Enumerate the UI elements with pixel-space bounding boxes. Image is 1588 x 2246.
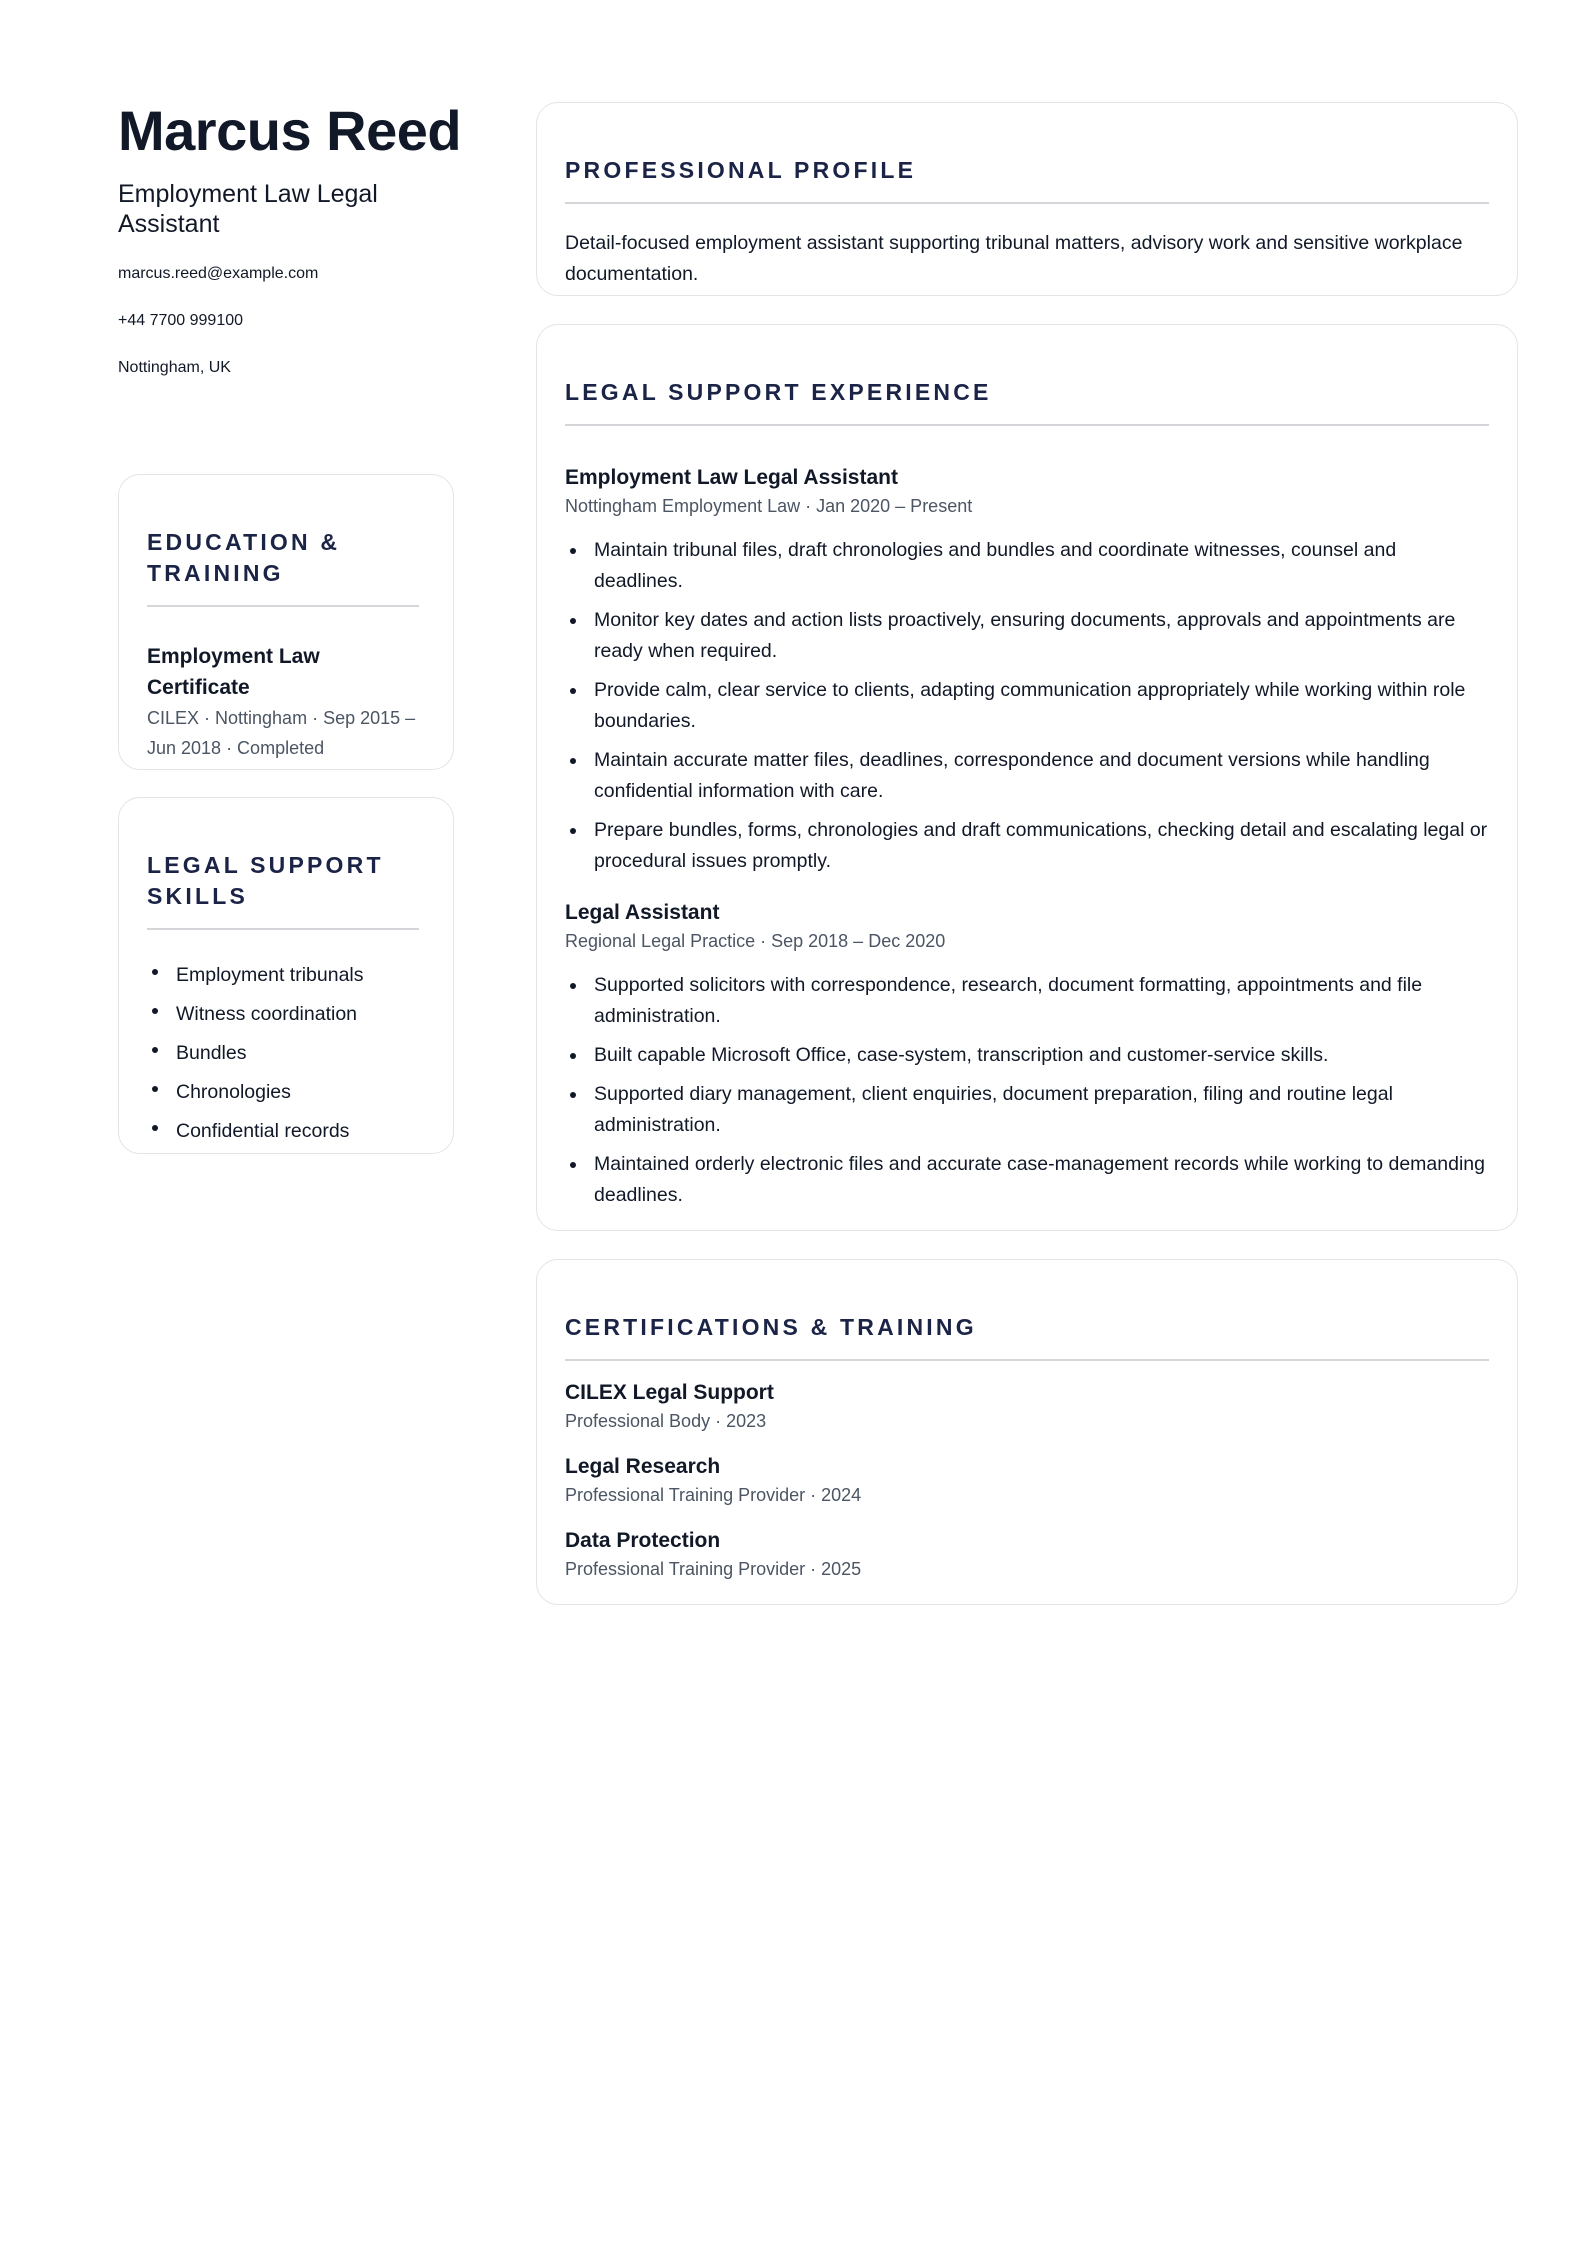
job-bullet: Supported diary management, client enquiries, document preparation, filing and routine legal administration. [565, 1079, 1489, 1141]
profile-heading: PROFESSIONAL PROFILE [565, 155, 1489, 204]
education-entry-title: Employment Law Certificate [147, 645, 320, 699]
skill-item: Confidential records [147, 1112, 425, 1151]
contact-details [118, 263, 454, 379]
certification-title: CILEX Legal Support [565, 1381, 774, 1404]
experience-heading: LEGAL SUPPORT EXPERIENCE [565, 377, 1489, 426]
skills-card [118, 797, 454, 1154]
certification-meta: Professional Training Provider · 2025 [565, 1559, 862, 1579]
job-meta: Regional Legal Practice · Sep 2018 – Dec 2020 [565, 931, 946, 951]
job-bullets [565, 535, 1489, 877]
certifications-heading: CERTIFICATIONS & TRAINING [565, 1312, 1489, 1361]
education-entry-meta: CILEX · Nottingham · Sep 2015 – Jun 2018 · Completed [147, 708, 416, 758]
education-heading: EDUCATION & TRAINING [147, 527, 419, 607]
skill-item: Chronologies [147, 1073, 425, 1112]
certification-entry [565, 1451, 1489, 1508]
profile-text: Detail-focused employment assistant supporting tribunal matters, advisory work and sensitive workplace documentation. [565, 232, 1463, 285]
skills-heading: LEGAL SUPPORT SKILLS [147, 850, 419, 930]
certification-meta: Professional Training Provider · 2024 [565, 1485, 862, 1505]
certification-meta: Professional Body · 2023 [565, 1411, 767, 1431]
job-bullet: Maintain tribunal files, draft chronologies and bundles and coordinate witnesses, counsel and deadlines. [565, 535, 1489, 597]
candidate-name: Marcus Reed [118, 99, 462, 162]
job-title: Legal Assistant [565, 901, 720, 924]
certification-entry [565, 1377, 1489, 1434]
job-entry [565, 462, 1489, 877]
skill-item: Bundles [147, 1034, 425, 1073]
job-bullet: Monitor key dates and action lists proactively, ensuring documents, approvals and appointments are ready when required. [565, 605, 1489, 667]
experience-card [536, 324, 1518, 1231]
job-bullets [565, 970, 1489, 1211]
skill-item: Employment tribunals [147, 956, 425, 995]
job-bullet: Built capable Microsoft Office, case-system, transcription and customer-service skills. [565, 1040, 1489, 1071]
education-card [118, 474, 454, 770]
profile-card [536, 102, 1518, 296]
certifications-card [536, 1259, 1518, 1605]
job-entry [565, 897, 1489, 1211]
email-text: marcus.reed@example.com [118, 264, 319, 282]
location-text: Nottingham, UK [118, 358, 231, 376]
certification-entry [565, 1525, 1489, 1582]
education-entry [147, 641, 425, 763]
contact-header [118, 99, 462, 404]
job-meta: Nottingham Employment Law · Jan 2020 – Present [565, 496, 973, 516]
candidate-title: Employment Law Legal Assistant [118, 179, 378, 238]
job-title: Employment Law Legal Assistant [565, 466, 898, 489]
job-bullet: Maintained orderly electronic files and accurate case-management records while working to demanding deadlines. [565, 1149, 1489, 1211]
job-bullet: Supported solicitors with correspondence, research, document formatting, appointments and file administration. [565, 970, 1489, 1032]
job-bullet: Prepare bundles, forms, chronologies and draft communications, checking detail and escalating legal or procedural issues promptly. [565, 815, 1489, 877]
skills-list [147, 956, 425, 1151]
job-bullet: Provide calm, clear service to clients, adapting communication appropriately while working within role boundaries. [565, 675, 1489, 737]
phone-text: +44 7700 999100 [118, 311, 244, 329]
certification-title: Legal Research [565, 1455, 721, 1478]
skill-item: Witness coordination [147, 995, 425, 1034]
certification-title: Data Protection [565, 1529, 721, 1552]
job-bullet: Maintain accurate matter files, deadlines, correspondence and document versions while handling confidential information with care. [565, 745, 1489, 807]
